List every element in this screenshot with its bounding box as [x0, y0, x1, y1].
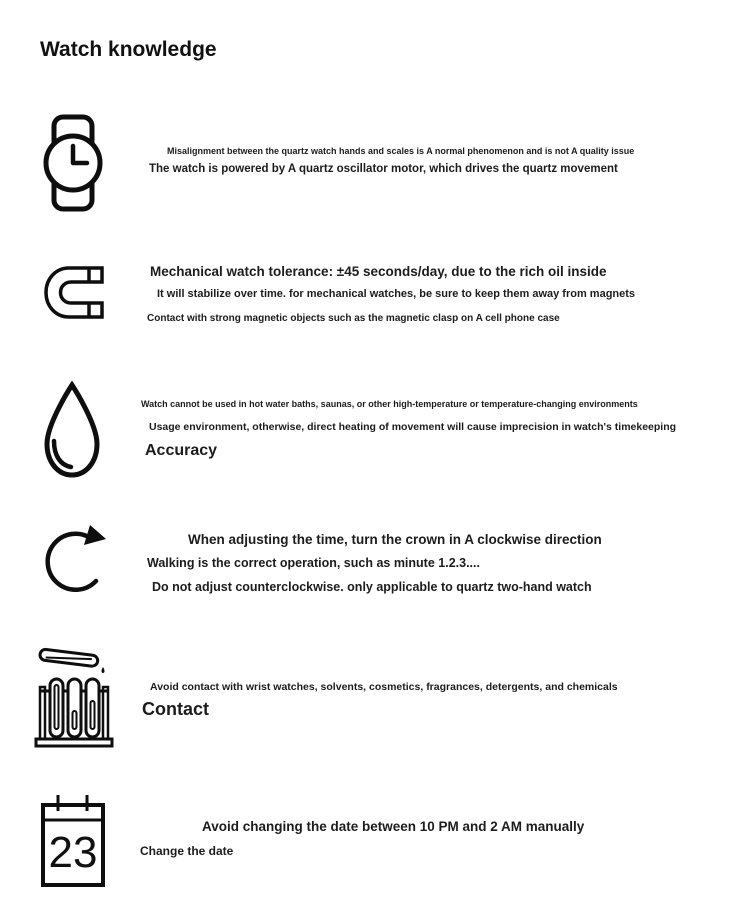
magnet-note: Contact with strong magnetic objects such as the magnetic clasp on A cell phone case: [147, 313, 560, 324]
calendar-icon: [40, 792, 106, 888]
crown-sub: Walking is the correct operation, such as minute 1.2.3....: [147, 556, 480, 570]
temperature-sub: Usage environment, otherwise, direct heating of movement will cause imprecision in watch's timekeeping: [149, 421, 677, 433]
magnet-icon: [42, 265, 106, 320]
water-drop-icon: [40, 380, 104, 480]
clockwise-rotation-icon: [40, 523, 112, 597]
page-title: Watch knowledge: [40, 38, 217, 61]
temperature-heading: Accuracy: [145, 442, 218, 459]
date-main: Avoid changing the date between 10 PM and 2 AM manually: [202, 819, 585, 834]
crown-note: Do not adjust counterclockwise. only applicable to quartz two-hand watch: [152, 580, 592, 594]
temperature-note: Watch cannot be used in hot water baths, saunas, or other high-temperature or temperature-changing environments: [141, 399, 638, 409]
calendar-day-number: 23: [48, 828, 98, 877]
date-sub: Change the date: [140, 844, 234, 858]
quartz-main: The watch is powered by A quartz oscillator motor, which drives the quartz movement: [149, 163, 618, 175]
crown-main: When adjusting the time, turn the crown in A clockwise direction: [188, 532, 602, 547]
chemicals-sub: Avoid contact with wrist watches, solvents, cosmetics, fragrances, detergents, and chemicals: [150, 681, 618, 693]
chemicals-heading: Contact: [142, 699, 209, 719]
magnet-sub: It will stabilize over time. for mechanical watches, be sure to keep them away from magnets: [157, 288, 636, 300]
magnet-main: Mechanical watch tolerance: ±45 seconds/day, due to the rich oil inside: [150, 264, 607, 279]
quartz-note: Misalignment between the quartz watch hands and scales is A normal phenomenon and is not A quality issue: [167, 146, 635, 156]
watch-icon: [42, 114, 104, 212]
test-tubes-icon: [34, 645, 114, 748]
